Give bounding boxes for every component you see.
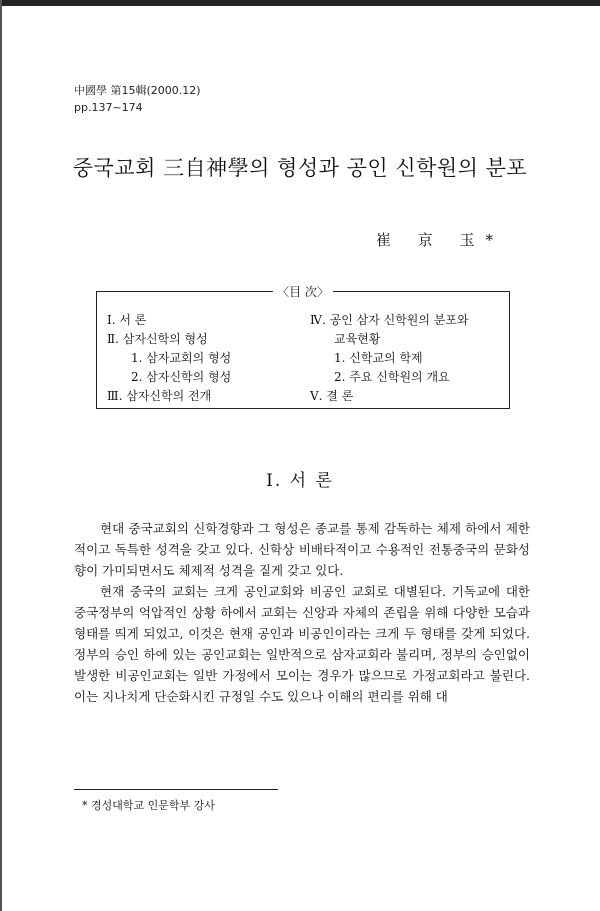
toc-item: Ⅲ. 삼자신학의 전개 [107,389,212,403]
toc-item: Ⅳ. 공인 삼자 신학원의 분포와 [310,313,469,327]
table-of-contents [96,285,510,409]
toc-item: 교육현황 [334,332,381,346]
scan-border-left [0,0,2,911]
author-name: 崔 京 玉* [375,231,504,249]
toc-item: Ⅴ. 결 론 [310,389,354,403]
paper-title: 중국교회 三自神學의 형성과 공인 신학원의 분포 [72,156,528,180]
journal-header [74,82,201,116]
section-heading: Ⅰ. 서 론 [266,471,334,491]
footnote-divider [74,789,278,790]
body-paragraph: 현대 중국교회의 신학경향과 그 형성은 종교를 통제 감독하는 체제 하에서 제한적이고 독특한 성격을 갖고 있다. 신학상 비배타적이고 수용적인 전통중국의 문화성향이 가미되면서도 체제적 성격을 짙게 갖고 있다. [74,521,530,578]
toc-item: 2. 주요 신학원의 개요 [334,370,450,384]
toc-title: 〈目 次〉 [97,283,509,300]
footnote: * 경성대학교 인문학부 강사 [82,799,215,812]
toc-right-column [310,311,469,406]
body-paragraph: 현재 중국의 교회는 크게 공인교회와 비공인 교회로 대별된다. 기독교에 대한 중국정부의 억압적인 상황 하에서 교회는 신앙과 자체의 존립을 위해 다양한 모습과 형태를 띄게 되었고, 이것은 현재 공인과 비공인이라는 크게 두 형태를 갖게 되었다. 정부의 승인 하에 있는 공인교회는 일반적으로 삼자교회라 불리며, 정부의 승인없이 발생한 비공인교회는 일반 가정에서 모이는 경우가 많으므로 가정교회라고 불린다. 이는 지나치게 단순화시킨 규정일 수도 있으나 이해의 편리를 위해 대 [74,584,530,704]
toc-item: 1. 신학교의 학제 [334,351,423,365]
journal-issue: 中國學 第15輯(2000.12) [74,84,201,97]
body-text [74,518,530,707]
toc-left-column [107,311,231,406]
page-range: pp.137~174 [74,101,143,114]
scan-border-top [0,0,600,6]
toc-item: Ⅱ. 삼자신학의 형성 [107,332,208,346]
toc-item: 1. 삼자교회의 형성 [131,351,232,365]
toc-item: Ⅰ. 서 론 [107,313,147,327]
toc-item: 2. 삼자신학의 형성 [131,370,232,384]
